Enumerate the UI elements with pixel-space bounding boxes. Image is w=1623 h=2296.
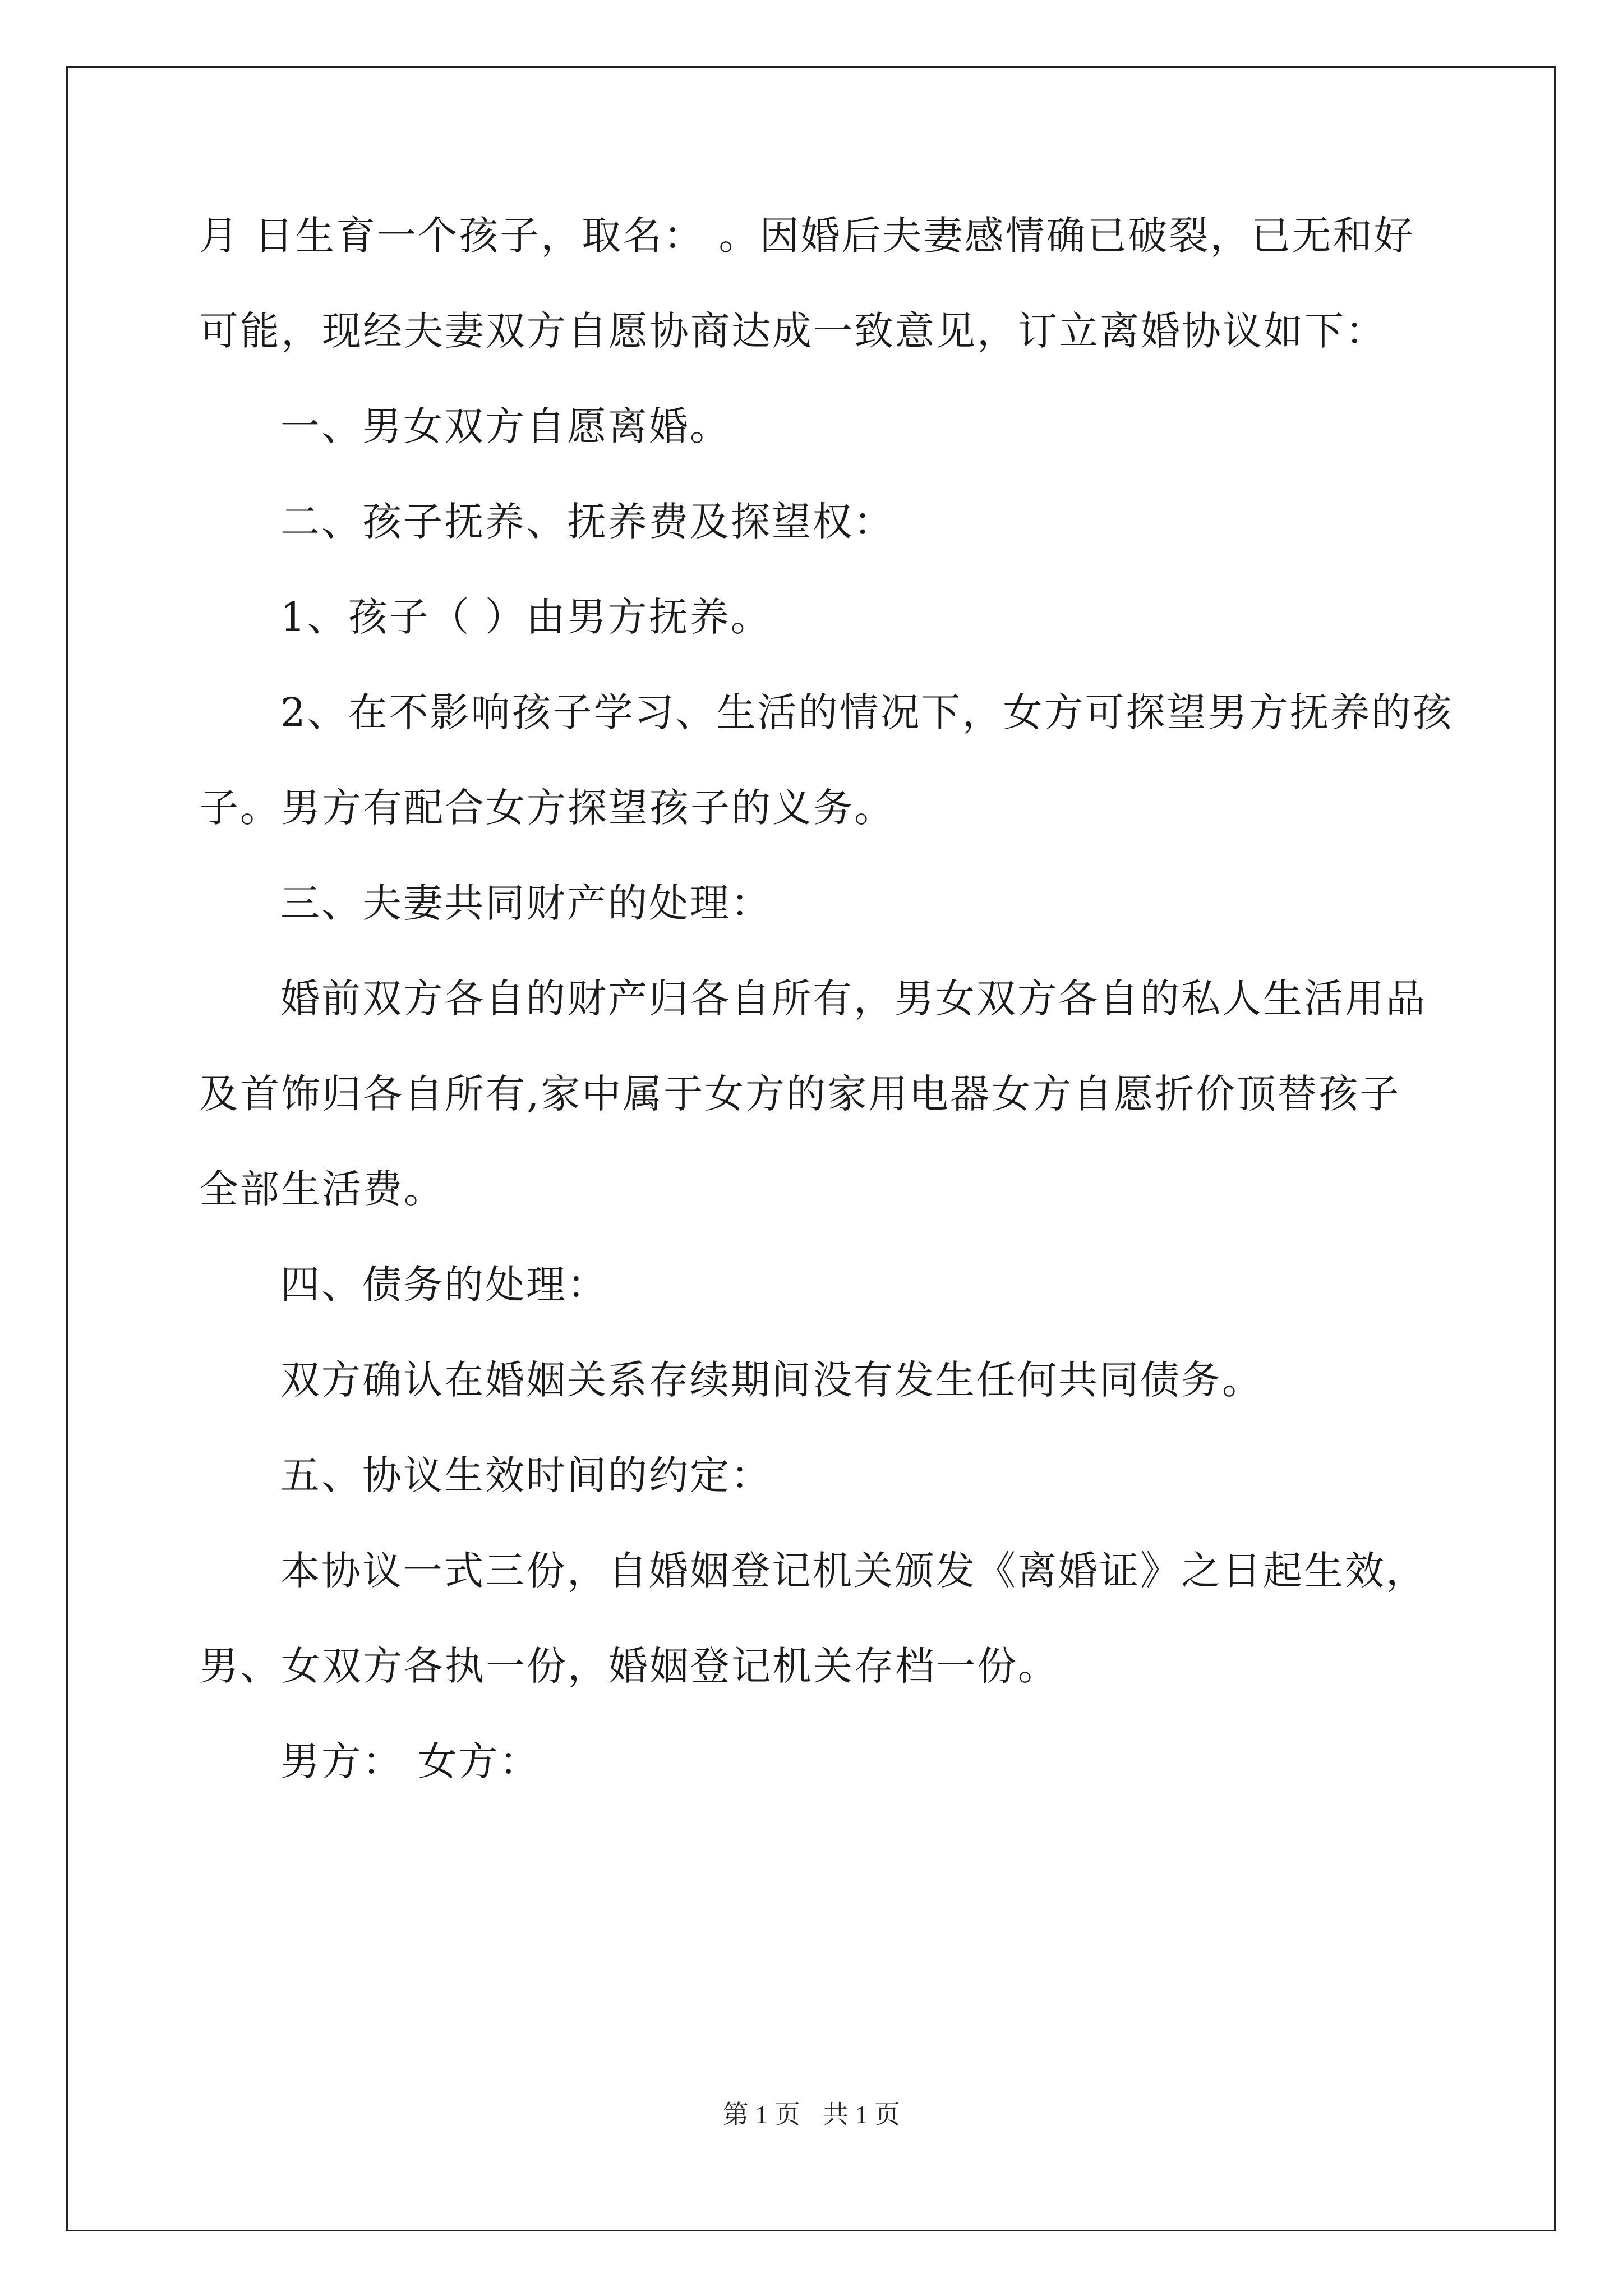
clause-3-heading: 三、夫妻共同财产的处理：	[280, 880, 772, 926]
clause-1-heading: 一、男女双方自愿离婚。	[280, 403, 731, 449]
clause-2-heading: 二、孩子抚养、抚养费及探望权：	[280, 499, 895, 545]
text-line-2: 可能，现经夫妻双方自愿协商达成一致意见，订立离婚协议如下：	[199, 308, 1386, 354]
page-footer	[0, 2098, 1623, 2132]
clause-2-item-1: 1、孩子（ ）由男方抚养。	[280, 594, 772, 640]
clause-2-item-2: 2、在不影响孩子学习、生活的情况下，女方可探望男方抚养的孩	[280, 689, 1454, 735]
clause-5-body-2: 男、女双方各执一份，婚姻登记机关存档一份。	[199, 1643, 1059, 1689]
document-body	[199, 208, 1454, 1829]
clause-2-item-2-cont: 子。男方有配合女方探望孩子的义务。	[199, 785, 895, 831]
clause-4-body: 双方确认在婚姻关系存续期间没有发生任何共同债务。	[280, 1357, 1263, 1403]
clause-3-body-1: 婚前双方各自的财产归各自所有，男女双方各自的私人生活用品	[280, 976, 1427, 1022]
text-line-1: 月 日生育一个孩子，取名： 。因婚后夫妻感情确已破裂，已无和好	[199, 213, 1415, 259]
clause-3-body-2: 及首饰归各自所有,家中属于女方的家用电器女方自愿折价顶替孩子	[199, 1071, 1401, 1117]
clause-5-body-1: 本协议一式三份，自婚姻登记机关颁发《离婚证》之日起生效，	[280, 1548, 1427, 1594]
page-number: 第 1 页	[723, 2100, 800, 2129]
clause-4-heading: 四、债务的处理：	[280, 1262, 608, 1308]
clause-3-body-3: 全部生活费。	[199, 1166, 445, 1212]
signature-line: 男方： 女方：	[280, 1738, 541, 1784]
clause-5-heading: 五、协议生效时间的约定：	[280, 1452, 772, 1498]
page-total: 共 1 页	[823, 2100, 900, 2129]
